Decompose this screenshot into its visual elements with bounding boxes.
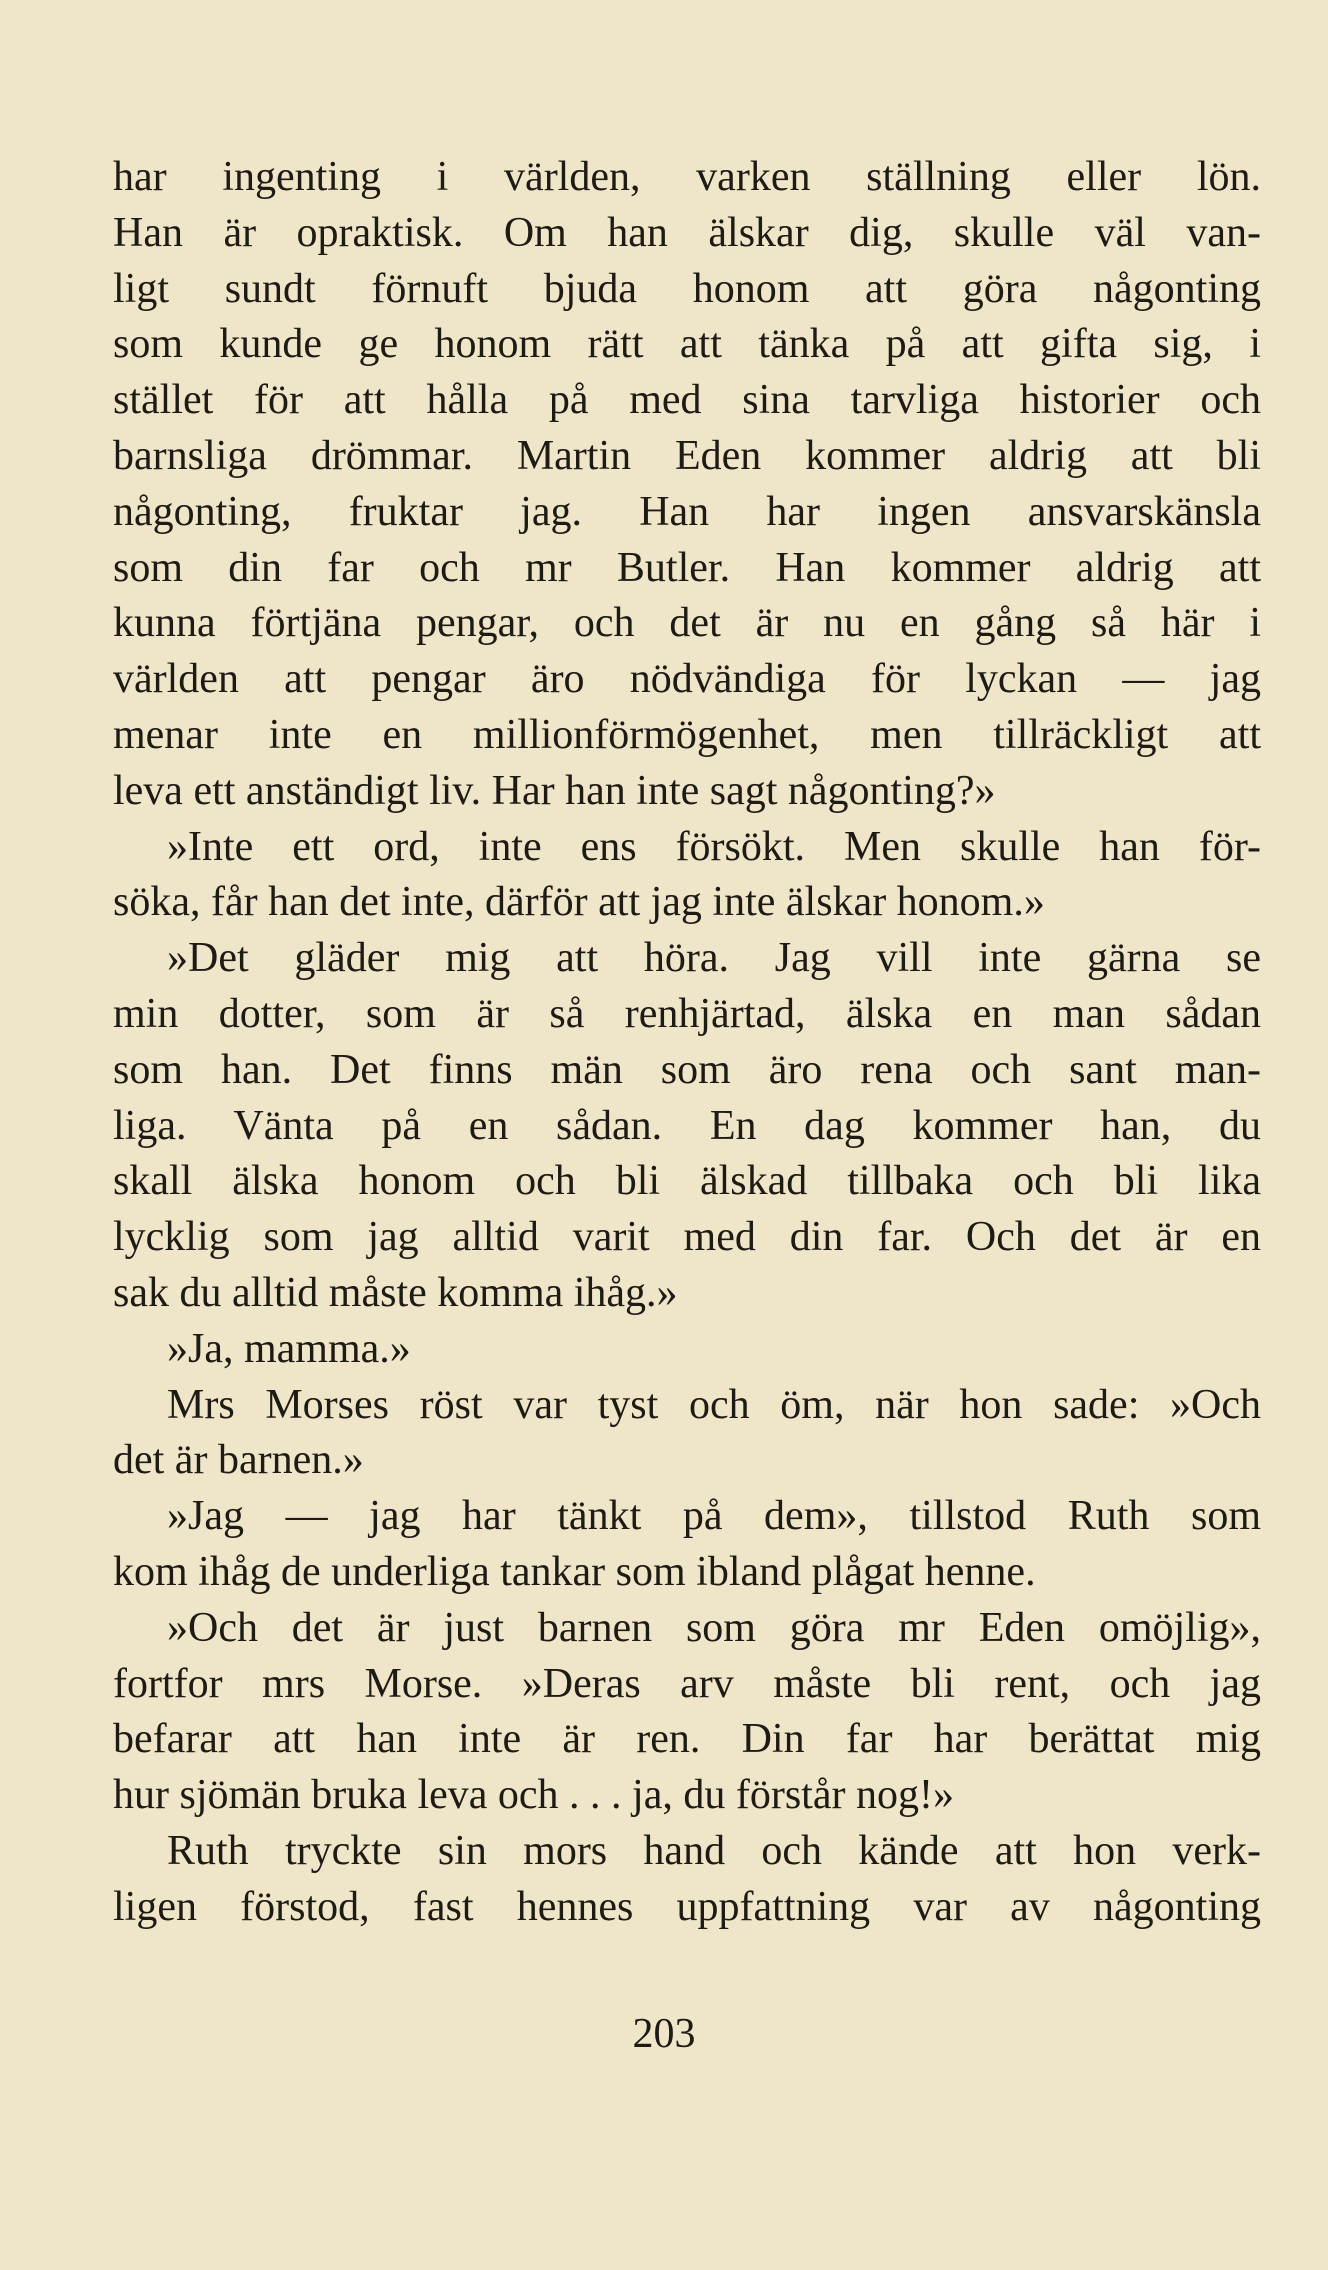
- text-line: »Inte ett ord, inte ens försökt. Men skulle han för-: [167, 823, 1261, 870]
- text-line: världen att pengar äro nödvändiga för lyckan — jag: [113, 656, 1261, 703]
- text-line: har ingenting i världen, varken ställning eller lön.: [113, 154, 1261, 200]
- text-line: söka, får han det inte, därför att jag inte älskar honom.»: [113, 879, 1045, 926]
- text-line: menar inte en millionförmögenhet, men tillräckligt att: [113, 711, 1261, 758]
- text-line: sak du alltid måste komma ihåg.»: [113, 1269, 678, 1316]
- text-line: någonting, fruktar jag. Han har ingen ansvarskänsla: [113, 488, 1261, 535]
- text-line: »Och det är just barnen som göra mr Eden omöjlig»,: [167, 1604, 1261, 1651]
- text-line: min dotter, som är så renhjärtad, älska en man sådan: [113, 990, 1261, 1037]
- text-line: »Det gläder mig att höra. Jag vill inte gärna se: [167, 935, 1261, 982]
- text-line: liga. Vänta på en sådan. En dag kommer han, du: [113, 1102, 1261, 1149]
- text-line: kom ihåg de underliga tankar som ibland plågat henne.: [113, 1548, 1036, 1595]
- text-line: stället för att hålla på med sina tarvliga historier och: [113, 377, 1261, 424]
- text-line: befarar att han inte är ren. Din far har berättat mig: [113, 1716, 1261, 1763]
- text-line: lycklig som jag alltid varit med din far. Och det är en: [113, 1214, 1261, 1261]
- text-line: »Jag — jag har tänkt på dem», tillstod Ruth som: [167, 1493, 1261, 1540]
- text-line: ligen förstod, fast hennes uppfattning var av någonting: [113, 1883, 1261, 1930]
- text-line: »Ja, mamma.»: [167, 1325, 411, 1372]
- text-line: som kunde ge honom rätt att tänka på att gifta sig, i: [113, 321, 1261, 368]
- text-line: Han är opraktisk. Om han älskar dig, skulle väl van-: [113, 209, 1261, 256]
- text-line: kunna förtjäna pengar, och det är nu en gång så här i: [113, 600, 1261, 647]
- text-line: leva ett anständigt liv. Har han inte sagt någonting?»: [113, 767, 996, 814]
- text-line: som han. Det finns män som äro rena och sant man-: [113, 1046, 1261, 1093]
- text-line: fortfor mrs Morse. »Deras arv måste bli rent, och jag: [113, 1660, 1261, 1707]
- text-line: Mrs Morses röst var tyst och öm, när hon sade: »Och: [167, 1381, 1261, 1428]
- body-text: [113, 150, 1261, 1936]
- text-line: barnsliga drömmar. Martin Eden kommer aldrig att bli: [113, 432, 1261, 479]
- text-line: Ruth tryckte sin mors hand och kände att hon verk-: [167, 1827, 1261, 1874]
- text-line: ligt sundt förnuft bjuda honom att göra någonting: [113, 265, 1261, 312]
- text-line: hur sjömän bruka leva och . . . ja, du förstår nog!»: [113, 1772, 954, 1819]
- text-line: det är barnen.»: [113, 1437, 364, 1484]
- text-line: som din far och mr Butler. Han kommer aldrig att: [113, 544, 1261, 591]
- text-line: skall älska honom och bli älskad tillbaka och bli lika: [113, 1158, 1261, 1205]
- page-number: 203: [632, 2011, 696, 2057]
